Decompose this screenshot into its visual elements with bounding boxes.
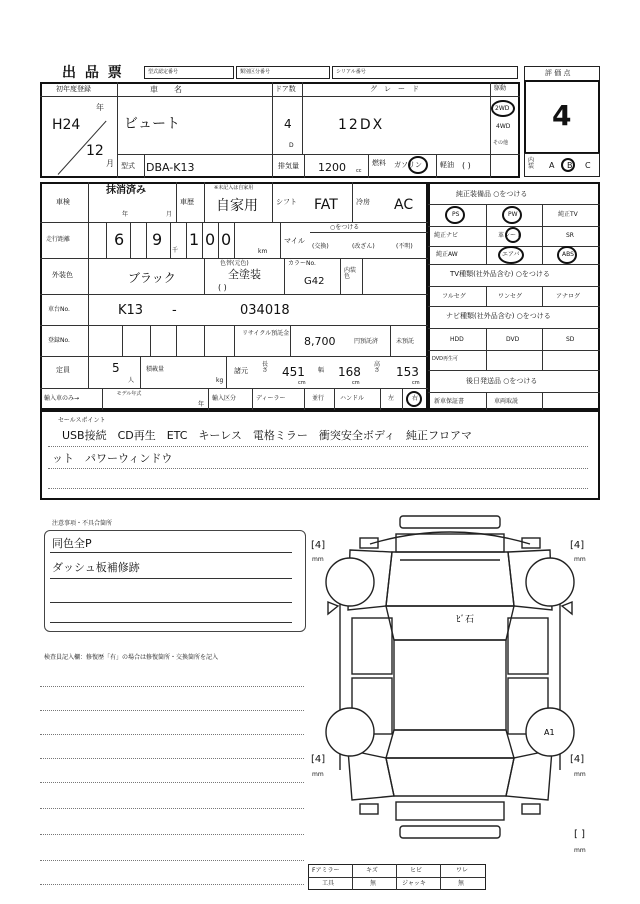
notes-line-1: 同色全P — [52, 537, 92, 550]
vehicle-name: ビュート — [124, 116, 180, 132]
sales-line-2: ット パワーウィンドウ — [52, 452, 173, 465]
interior-grade-box: 内装 A B C — [524, 153, 600, 177]
score-box — [524, 80, 600, 154]
doors-label: ドア数 — [275, 85, 296, 93]
fuel-value: ガソリン — [394, 161, 422, 169]
ps-circle — [445, 206, 465, 224]
name-label: 車 名 — [150, 85, 182, 94]
inspection-value: 抹消済み — [106, 185, 146, 196]
header-field-3: シリアル番号 — [332, 66, 518, 79]
form-title: 出 品 票 — [62, 65, 124, 81]
capacity-value: 5 — [112, 361, 120, 375]
first-reg-year: H24 — [52, 117, 81, 133]
sales-line-1: USB接続 CD再生 ETC キーレス 電格ミラー 衝突安全ボディ 純正フロアマ — [62, 429, 473, 442]
ac-value: AC — [394, 197, 414, 213]
recycle-fee: 8,700 — [304, 335, 336, 348]
mileage-digit: 1 — [189, 230, 200, 249]
repaint-value: 全塗装 — [228, 268, 261, 281]
model-code: DBA-K13 — [146, 161, 195, 174]
tire-depth-front-right: [4] — [570, 540, 585, 551]
tire-depth-rear-right: [4] — [570, 754, 585, 765]
notes-line-2: ダッシュ板補修跡 — [52, 561, 140, 574]
mileage-digit: 6 — [114, 230, 125, 249]
tire-depth-spare: [ ] — [574, 829, 585, 840]
damage-mark-center: ﾋﾞ石 — [456, 615, 475, 625]
header-field-2: 類別区分番号 — [236, 66, 330, 79]
fuel-circle — [408, 156, 428, 174]
height-value: 153 — [396, 365, 419, 379]
header-field-1: 型式認定番号 — [144, 66, 234, 79]
length-value: 451 — [282, 365, 305, 379]
tire-depth-front-left: [4] — [311, 540, 326, 551]
usage-value: 自家用 — [216, 198, 258, 214]
leather-seat-circle — [505, 227, 521, 243]
chassis-prefix: K13 — [118, 303, 144, 318]
score-value: 4 — [552, 99, 572, 132]
mileage-digit: 0 — [205, 230, 216, 249]
pw-circle — [502, 206, 522, 224]
color-number: G42 — [304, 276, 325, 287]
mileage-digit: 9 — [152, 230, 163, 249]
chassis-number: 034018 — [240, 303, 290, 318]
first-reg-label: 初年度登録 — [56, 85, 91, 93]
color-value: ブラック — [128, 271, 176, 285]
interior-grade-circle — [561, 158, 575, 172]
width-value: 168 — [338, 365, 361, 379]
mileage-digit: 0 — [221, 230, 232, 249]
car-damage-diagram — [300, 510, 600, 860]
displacement-value: 1200 — [318, 161, 346, 174]
grade-value: 12DX — [338, 117, 385, 133]
handle-circle — [406, 391, 422, 407]
score-label-box: 評 価 点 — [524, 66, 600, 81]
shift-value: FAT — [314, 197, 338, 213]
damage-mark-wheel: A1 — [544, 728, 555, 737]
doors-value: 4 — [284, 117, 292, 131]
airbag-circle — [498, 246, 524, 264]
grade-label: グ レ ー ド — [370, 85, 419, 93]
abs-circle — [557, 246, 577, 264]
drive-circle — [491, 100, 515, 117]
details-block — [40, 182, 428, 410]
first-reg-month: 12 — [86, 143, 104, 159]
tire-depth-rear-left: [4] — [311, 754, 326, 765]
